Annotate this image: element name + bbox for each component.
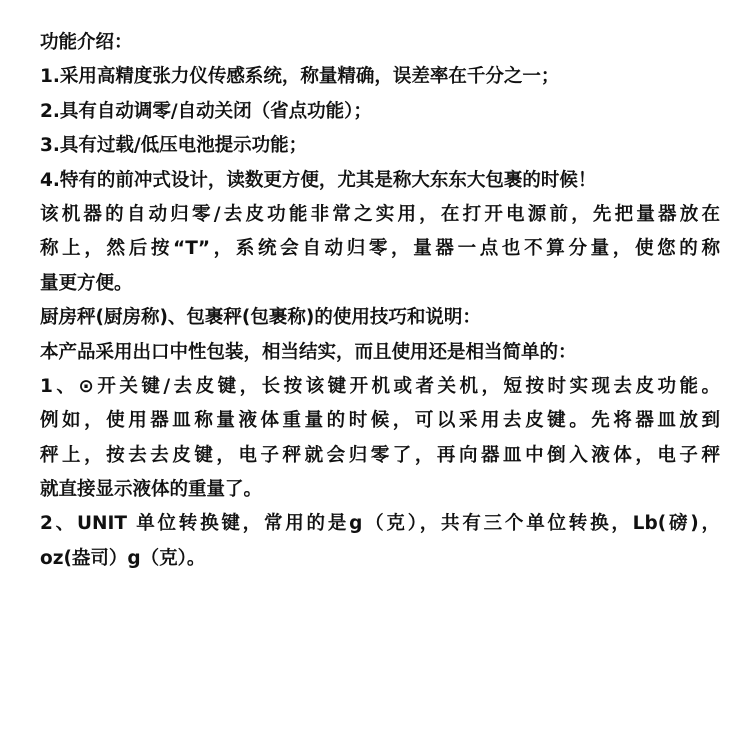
power-key-line-4: 就直接显示液体的重量了。: [40, 479, 263, 501]
unit-key-line-2: oz(盎司）g（克）。: [40, 547, 206, 569]
packaging-intro: 本产品采用出口中性包装，相当结实，而且使用还是相当简单的：: [40, 341, 577, 363]
feature-item-3: 3.具有过载/低压电池提示功能；: [40, 135, 308, 157]
unit-key-line-1: 2、UNIT 单位转换键，常用的是g（克），共有三个单位转换，Lb(磅)，: [40, 513, 720, 535]
feature-item-2: 2.具有自动调零/自动关闭（省点功能）；: [40, 100, 372, 122]
tare-paragraph-line-3: 量更方便。: [40, 272, 133, 294]
document-body: [40, 26, 720, 576]
tare-paragraph-line-2: 称上，然后按“T”，系统会自动归零，量器一点也不算分量，使您的称: [40, 238, 720, 260]
power-key-line-3: 秤上，按去去皮键，电子秤就会归零了，再向器皿中倒入液体，电子秤: [40, 444, 720, 466]
power-key-line-1: 1、⊙开关键/去皮键，长按该键开机或者关机，短按时实现去皮功能。: [40, 375, 720, 397]
tips-heading: 厨房秤(厨房称)、包裹秤(包裹称)的使用技巧和说明：: [40, 307, 481, 329]
power-key-line-2: 例如，使用器皿称量液体重量的时候，可以采用去皮键。先将器皿放到: [40, 410, 720, 432]
feature-item-4: 4.特有的前冲式设计，读数更方便，尤其是称大东东大包裹的时候！: [40, 169, 597, 191]
section-heading-functions: 功能介绍：: [40, 32, 133, 53]
tare-paragraph-line-1: 该机器的自动归零/去皮功能非常之实用，在打开电源前，先把量器放在: [40, 203, 720, 225]
feature-item-1: 1.采用高精度张力仪传感系统，称量精确，误差率在千分之一；: [40, 66, 560, 88]
